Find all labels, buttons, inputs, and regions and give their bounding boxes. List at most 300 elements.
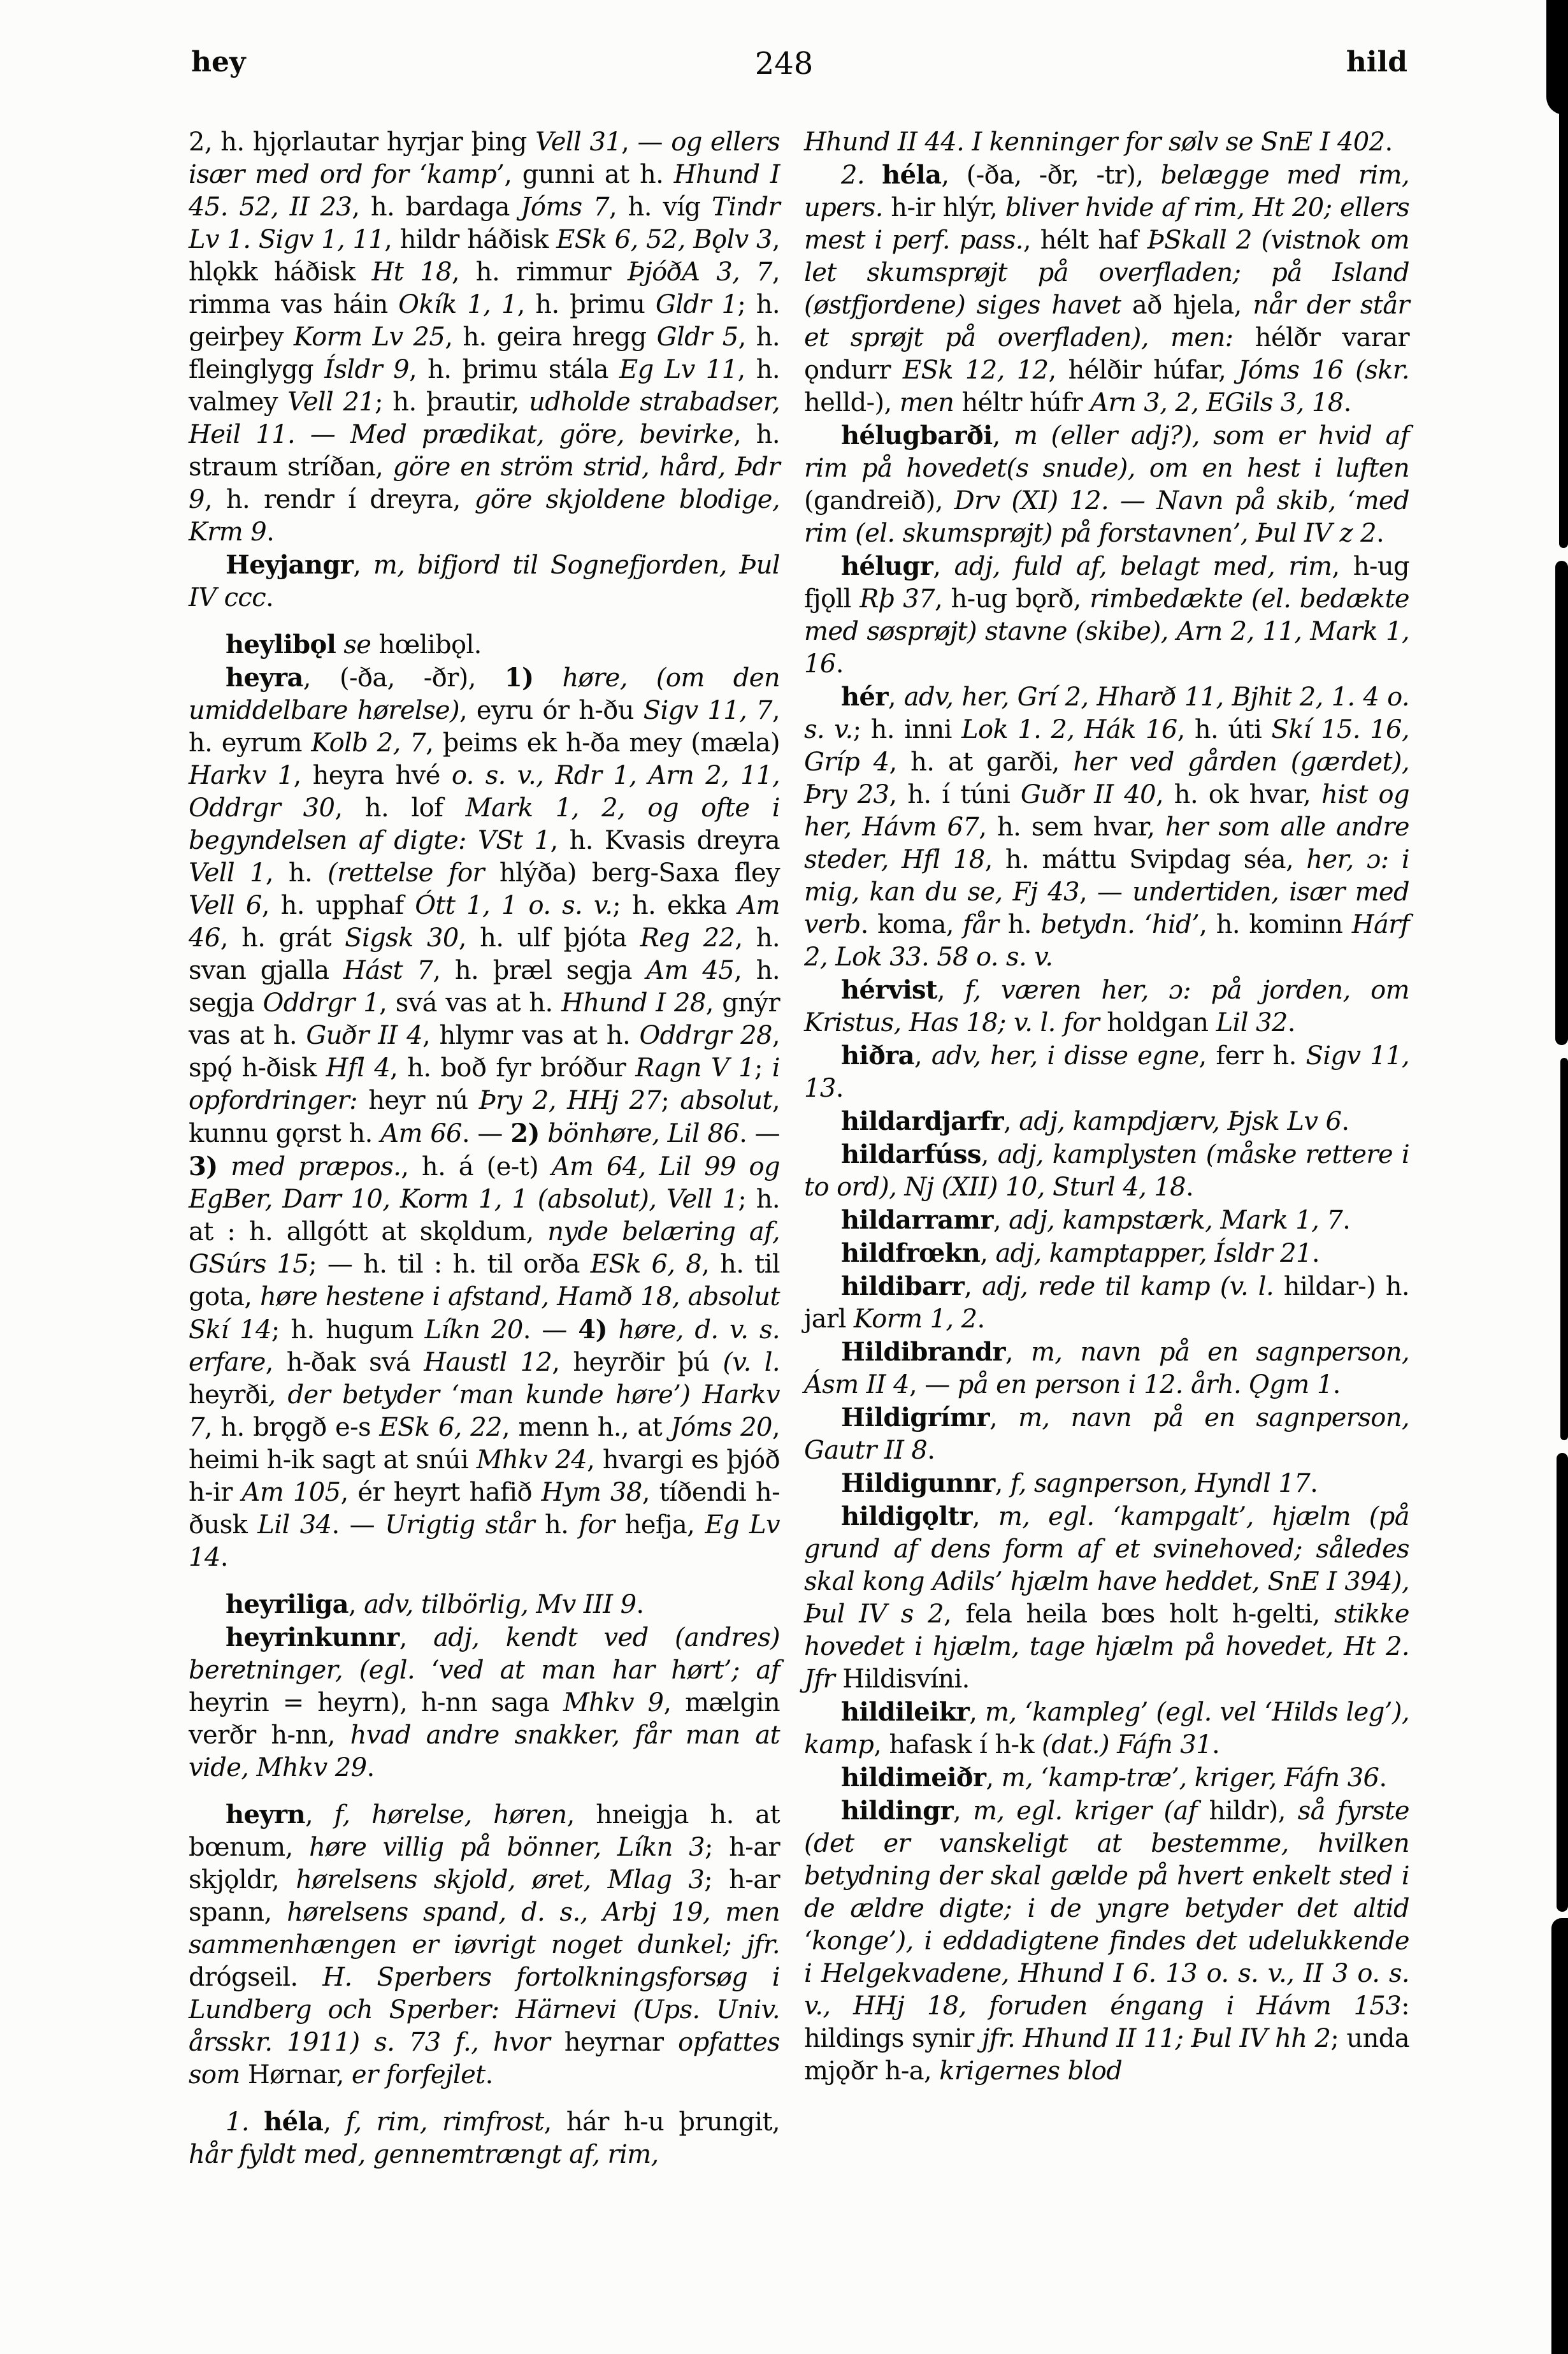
running-head-right: hild: [1346, 46, 1407, 78]
text-run: drógseil.: [189, 1963, 323, 1992]
entry-paragraph: [804, 1204, 1409, 1237]
text-run: H. Sperbers fortolkningsforsøg i Lundberg och Sperber: Härnevi (Ups. Univ. årsskr. 1911) s. 73 f., hvor: [189, 1963, 780, 2057]
entry-paragraph: [804, 1794, 1409, 2088]
text-run: helld-),: [804, 388, 900, 417]
text-run: Jóms 20: [670, 1413, 772, 1442]
entry-paragraph: [804, 1105, 1409, 1138]
text-run: holdgan: [1099, 1008, 1216, 1037]
text-run: , hafask í h-k: [874, 1730, 1042, 1759]
headword-or-sense-number: heylibǫl: [226, 630, 336, 660]
text-run: o. s. v., Rdr 1, Arn 2, 11, Oddrgr 30: [189, 761, 780, 823]
continuation-paragraph: [804, 126, 1409, 159]
text-run: f, rim, rimfrost: [345, 2107, 544, 2137]
text-run: . koma,: [860, 910, 963, 939]
text-run: , h. í túni: [889, 780, 1021, 809]
entry-paragraph: [189, 549, 780, 614]
text-run: ,: [323, 2107, 346, 2137]
text-run: Korm Lv 25: [293, 322, 445, 352]
text-run: ,: [980, 1239, 996, 1268]
text-run: ; h. hugum: [271, 1315, 425, 1345]
text-run: , h. sem hvar,: [979, 812, 1165, 842]
text-run: , hár h-u þrungit,: [543, 2107, 780, 2137]
text-run: .: [1332, 1370, 1341, 1399]
text-run: , heyra hvé: [293, 761, 452, 790]
text-run: , eyru ór h-ðu: [459, 696, 644, 725]
running-head-left: hey: [191, 46, 246, 78]
text-run: Guðr II 40: [1020, 780, 1156, 809]
text-run: , h. þrimu: [517, 290, 656, 319]
text-run: [533, 663, 562, 693]
text-run: høre, (om den umiddelbare hørelse): [189, 663, 780, 725]
text-run: , h-ug bǫrð,: [934, 584, 1090, 614]
text-run: Hørnar,: [240, 2060, 352, 2090]
text-run: Gldr 5: [656, 322, 738, 352]
text-run: Vell 1: [189, 858, 266, 888]
scan-edge-artifact: [1546, 0, 1568, 115]
text-run: hvad andre snakker, får man at vide, Mhkv 29: [189, 1721, 780, 1782]
text-run: , gnýr vas at h.: [189, 988, 780, 1050]
text-run: Oddrgr 1: [263, 988, 380, 1018]
text-run: Ótt 1, 1 o. s. v.: [415, 891, 613, 920]
text-run: høre, d. v. s. erfare: [189, 1315, 780, 1377]
text-run: Am 46: [189, 891, 780, 953]
text-run: Harkv 7: [189, 1380, 780, 1442]
text-run: , hlymr vas at h.: [422, 1021, 640, 1050]
text-run: adj, kamptapper, Ísldr 21: [995, 1239, 1312, 1268]
text-run: Hhund I 45. 52, II 23: [189, 160, 780, 222]
text-run: hélðr varar ǫndurr: [804, 323, 1409, 385]
headword-or-sense-number: hildigǫltr: [841, 1501, 973, 1531]
text-run: , h. máttu Svipdag séa,: [984, 845, 1307, 874]
text-run: Ht 18: [371, 257, 452, 287]
text-run: ESk 6, 22: [379, 1413, 502, 1442]
entry-paragraph: [804, 1401, 1409, 1467]
text-run: , h. geira hregg: [445, 322, 657, 352]
text-run: ,: [888, 682, 904, 712]
text-run: ,: [399, 1623, 434, 1652]
scan-edge-artifact: [1560, 1058, 1568, 1440]
text-run: , h. lof: [334, 793, 466, 823]
text-run: når der står et sprøjt på overfladen), men:: [804, 291, 1409, 352]
text-run: Am 45: [646, 956, 735, 985]
text-run: . —: [331, 1510, 385, 1540]
text-run: ,: [305, 1800, 334, 1830]
text-run: Am 105: [241, 1478, 341, 1507]
text-run: Jóms 16 (skr.: [1238, 356, 1409, 385]
headword-or-sense-number: hélugr: [841, 551, 933, 581]
text-run: , h. ok hvar,: [1155, 780, 1322, 809]
text-run: Vell 21: [287, 387, 375, 417]
text-run: Hildisvíni.: [835, 1664, 970, 1694]
text-run: Korm 1, 2: [853, 1304, 977, 1334]
entry-paragraph: [804, 1039, 1409, 1105]
text-run: ; h. at : h. allgótt at skǫldum,: [189, 1185, 780, 1246]
text-run: for: [579, 1510, 615, 1540]
text-run: , fela heila bœs holt h-gelti,: [944, 1599, 1335, 1629]
text-run: f, væren her, ɔ: på jorden, om Kristus, Has 18; v. l. for: [804, 976, 1409, 1037]
text-run: , gunni at h.: [504, 160, 674, 189]
text-run: ESk 12, 12: [902, 356, 1049, 385]
text-run: Sigsk 30: [345, 923, 459, 953]
text-run: , h. ulf þjóta: [458, 923, 640, 953]
text-run: .: [1385, 127, 1393, 157]
text-run: , h. svan gjalla: [189, 923, 780, 985]
text-run: .: [485, 2060, 493, 2090]
text-run: .: [1342, 1206, 1351, 1235]
text-run: .: [266, 583, 274, 612]
text-run: Harkv 1: [189, 761, 294, 790]
text-run: , h. segja: [189, 956, 780, 1018]
text-run: , h. Kvasis dreyra: [550, 826, 780, 855]
text-run: opfattes som: [189, 2028, 780, 2090]
text-run: , h. rendr í dreyra,: [204, 485, 475, 514]
text-run: adv, her, i disse egne: [931, 1041, 1199, 1071]
text-run: , h. straum stríðan,: [189, 420, 780, 482]
text-run: Oddrgr 28: [639, 1021, 772, 1050]
text-run: m, navn på en sagnperson, Gautr II 8: [804, 1403, 1410, 1465]
text-run: ,: [992, 421, 1014, 451]
text-run: så fyrste (det er vanskeligt at bestemme, hvilken betydning der skal gælde på hvert enkelt sted i de ældre digte; i de yngre betyder det altid ‘konge’), i eddadigtene findes det udelukkende i Helgekvadene, Hhund I 6. 13 o. s. v., II 3 o. s. v., HHj 18, foruden éngang i Hávm 153: [804, 1796, 1409, 2021]
text-run: , —: [1079, 877, 1133, 907]
text-run: , h. eyrum: [189, 696, 780, 758]
entry-paragraph: [804, 974, 1409, 1039]
headword-or-sense-number: hildardjarfr: [841, 1106, 1003, 1136]
text-column-left: [189, 126, 780, 2171]
text-run: ;: [754, 1053, 772, 1083]
text-column-right: [804, 126, 1409, 2088]
text-run: Hfl 4: [326, 1053, 391, 1083]
text-run: .: [220, 1543, 228, 1572]
text-run: (v. l.: [723, 1348, 780, 1377]
text-run: .: [1343, 388, 1351, 417]
text-run: .: [977, 1304, 985, 1334]
text-run: men: [899, 388, 954, 417]
entry-paragraph: [189, 1621, 780, 1784]
text-run: .: [1287, 1008, 1295, 1037]
text-run: Tindr Lv 1. Sigv 1, 11: [189, 192, 780, 254]
text-run: på en person i 12. årh. Ǫgm 1: [957, 1370, 1333, 1399]
text-run: m, egl. ‘kampgalt’, hjælm (på grund af dens form af et svinehoved; således skal kong Adils’ hjælm have heddet, SnE I 394), Þul IV s 2: [804, 1502, 1409, 1629]
text-run: udholde strabadser, Heil 11. — Med prædikat, göre, bevirke: [189, 387, 780, 449]
text-run: Skí 15. 16, Gríp 4: [804, 715, 1409, 777]
headword-or-sense-number: 2): [510, 1118, 540, 1148]
text-run: Hhund II 44. I kenninger for sølv se SnE I 402: [804, 127, 1385, 157]
text-run: med præpos.: [231, 1152, 401, 1181]
text-run: [607, 1315, 619, 1345]
text-run: adj, kampstærk, Mark 1, 7: [1009, 1206, 1343, 1235]
text-run: [218, 1152, 231, 1181]
text-run: Líkn 20: [424, 1315, 523, 1345]
text-run: að hjela,: [1121, 291, 1253, 320]
text-run: héltr húfr: [954, 388, 1091, 417]
text-run: , h. úti: [1177, 715, 1272, 744]
text-run: Hym 38: [541, 1478, 642, 1507]
headword-or-sense-number: 3): [189, 1152, 218, 1181]
text-run: betydn. ‘hid’: [1040, 910, 1200, 939]
text-run: ÞSkall 2 (vistnok om let skumsprøjt på overfladen; på Island (østfjordene) siges havet: [804, 226, 1409, 320]
text-run: , spǫ́ h-ðisk: [189, 1021, 780, 1083]
text-run: hlýða) berg-Saxa fley: [484, 858, 780, 888]
text-run: ; h-ar skjǫldr,: [189, 1833, 780, 1895]
text-run: , tíðendi h-ðusk: [189, 1478, 780, 1540]
text-run: [690, 1380, 702, 1410]
text-run: ÞjóðA 3, 7: [627, 257, 772, 287]
text-run: her, ɔ: i mig, kan du se, Fj 43: [804, 845, 1410, 907]
text-run: , h. fleinglygg: [189, 322, 780, 384]
text-run: ESk 6, 52, Bǫlv 3: [556, 225, 772, 254]
text-run: her ved gården (gærdet), Þry 23: [804, 747, 1410, 809]
text-run: Kolb 2, 7: [311, 728, 426, 758]
text-run: , h. grát: [220, 923, 345, 953]
text-run: ,: [348, 1590, 364, 1619]
text-run: stikke hovedet i hjælm, tage hjælm på hovedet, Ht 2. Jfr: [804, 1599, 1409, 1694]
text-run: 2, h. hjǫrlautar hyrjar þing: [189, 127, 536, 157]
text-run: . —: [522, 1315, 579, 1345]
text-run: hildr),: [1197, 1796, 1298, 1826]
text-run: Hárf 2, Lok 33. 58 o. s. v.: [804, 910, 1409, 972]
text-run: ; h. inni: [852, 715, 961, 744]
headword-or-sense-number: Heyjangr: [226, 550, 354, 580]
text-run: ,: [937, 976, 965, 1005]
text-run: (dat.) Fáfn 31: [1042, 1730, 1212, 1759]
text-run: .: [927, 1436, 935, 1465]
text-run: ,: [1003, 1107, 1019, 1136]
entry-paragraph: [804, 1500, 1409, 1696]
entry-paragraph: [804, 1696, 1409, 1761]
text-run: Guðr II 4: [306, 1021, 422, 1050]
text-run: heyrði: [189, 1380, 268, 1410]
text-run: .: [1379, 1763, 1387, 1793]
text-run: høre hestene i afstand, Hamð 18, absolut Skí 14: [189, 1282, 780, 1345]
headword-or-sense-number: héla: [882, 160, 942, 190]
headword-or-sense-number: heyrinkunnr: [226, 1622, 399, 1652]
entry-paragraph: [804, 419, 1409, 550]
text-run: Arn 3, 2, EGils 3, 18: [1090, 388, 1344, 417]
text-run: Lok 1. 2, Hák 16: [961, 715, 1177, 744]
text-run: ,: [1005, 1338, 1031, 1367]
entry-paragraph: [804, 550, 1409, 681]
text-run: , þeims ek h-ða mey (mæla): [426, 728, 780, 758]
headword-or-sense-number: héla: [264, 2107, 324, 2137]
text-run: ,: [914, 1041, 931, 1071]
entry-paragraph: [189, 661, 780, 1574]
entry-paragraph: [804, 1761, 1409, 1794]
headword-or-sense-number: 1): [504, 663, 534, 693]
entry-paragraph: [804, 159, 1409, 419]
text-run: Eg Lv 11: [619, 355, 738, 384]
scan-edge-artifact: [1557, 1453, 1568, 1912]
text-run: rimbedækte (el. bedækte med søsprøjt) stavne (skibe), Arn 2, 11, Mark 1, 16: [804, 584, 1409, 679]
text-run: , h. þrimu stála: [408, 355, 620, 384]
text-run: bönhøre, Lil 86: [547, 1119, 740, 1148]
text-run: Reg 22: [640, 923, 735, 953]
entry-paragraph: [189, 1798, 780, 2091]
text-run: jfr. Hhund II 11; Þul IV hh 2: [981, 2024, 1331, 2053]
text-run: , heimi h-ik sagt at snúi: [189, 1413, 780, 1475]
headword-or-sense-number: heyriliga: [226, 1589, 349, 1619]
text-run: Am 64, Lil 99 og EgBer, Darr 10, Korm 1, 1 (absolut), Vell 1: [189, 1152, 780, 1214]
text-run: , —: [909, 1370, 958, 1399]
headword-or-sense-number: hildingr: [841, 1796, 953, 1826]
text-run: , h. upphaf: [261, 891, 415, 920]
text-run: Vell 31: [535, 127, 622, 157]
headword-or-sense-number: heyrn: [226, 1800, 305, 1830]
text-run: , h. til gota,: [189, 1250, 780, 1311]
text-run: hår fyldt med, gennemtrængt af, rim,: [189, 2140, 659, 2169]
text-run: .: [1341, 1107, 1349, 1136]
text-run: , mælgin verðr h-nn,: [189, 1688, 780, 1750]
text-run: bliver hvide af rim, Ht 20; ellers mest i perf. pass.: [804, 193, 1409, 255]
text-run: m (eller adj?), som er hvid af rim på hovedet(s snude), om en hest i luften: [804, 421, 1409, 483]
text-run: se: [343, 630, 371, 660]
text-run: .: [835, 1074, 844, 1103]
text-run: , h. boð fyr bróður: [390, 1053, 636, 1083]
text-run: ,: [981, 1140, 998, 1169]
text-run: , hildr háðisk: [384, 225, 557, 254]
entry-paragraph: [804, 681, 1409, 974]
entry-paragraph: [189, 1588, 780, 1621]
text-run: h.: [998, 910, 1041, 939]
text-run: Rþ 37: [860, 584, 935, 614]
text-run: , der betyder ‘man kunde høre’): [268, 1380, 691, 1410]
text-run: Vell 6: [189, 891, 262, 920]
text-run: , h. brǫgð e-s: [204, 1413, 380, 1442]
text-run: , h. valmey: [189, 355, 780, 417]
text-run: Drv (XI) 12. — Navn på skib, ‘med rim (el. skumsprøjt) på forstavnen’, Þul IV z 2: [804, 486, 1409, 548]
text-run: Okík 1, 1: [398, 290, 517, 319]
text-run: , ferr h.: [1198, 1041, 1306, 1071]
text-run: , (-ða, -ðr, -tr),: [941, 161, 1161, 190]
entry-paragraph: [804, 1237, 1409, 1270]
headword-or-sense-number: hiðra: [841, 1041, 914, 1071]
text-run: absolut: [680, 1086, 772, 1115]
text-run: Haustl 12: [424, 1348, 552, 1377]
text-run: .: [1311, 1239, 1320, 1268]
text-run: Gldr 1: [655, 290, 738, 319]
text-run: ;: [661, 1086, 680, 1115]
text-run: 1.: [226, 2107, 264, 2137]
text-run: , hélt haf: [1023, 226, 1147, 255]
text-run: , (-ða, -ðr),: [303, 663, 505, 693]
text-run: , h. bardaga: [352, 192, 521, 222]
text-run: ,: [953, 1796, 973, 1826]
text-run: h.: [534, 1510, 579, 1540]
text-run: ,: [933, 552, 954, 581]
text-run: ; h-ar spann,: [189, 1865, 780, 1927]
text-run: Lil 34: [257, 1510, 332, 1540]
text-run: adj, fuld af, belagt med, rim: [954, 552, 1332, 581]
headword-or-sense-number: Hildibrandr: [841, 1337, 1005, 1367]
text-run: ; h. þrautir,: [375, 387, 529, 417]
text-run: ,: [969, 1698, 985, 1727]
text-run: , h. rimmur: [451, 257, 628, 287]
text-run: adj, kampdjærv, Þjsk Lv 6: [1019, 1107, 1342, 1136]
scan-edge-artifact: [1551, 1918, 1568, 2354]
text-run: Mhkv 9: [563, 1688, 664, 1717]
text-run: f, hørelse, høren: [334, 1800, 567, 1830]
text-run: belægge med rim, upers.: [804, 161, 1409, 222]
text-run: Eg Lv 14: [189, 1510, 780, 1572]
text-run: krigernes blod: [939, 2056, 1123, 2086]
text-run: , heyrðir þú: [552, 1348, 723, 1377]
text-run: .: [835, 649, 844, 679]
text-run: .: [1212, 1730, 1220, 1759]
text-run: : hildings synir: [804, 1991, 1409, 2053]
text-run: , h-ðak svá: [265, 1348, 424, 1377]
text-run: , kunnu gǫrst h.: [189, 1086, 780, 1148]
continuation-paragraph: [189, 126, 780, 549]
text-run: er forfejlet: [351, 2060, 486, 2090]
text-run: m, ‘kampleg’ (egl. vel ‘Hilds leg’), kamp: [804, 1698, 1409, 1759]
text-run: m, ‘kamp-træ’, kriger, Fáfn 36: [1001, 1763, 1379, 1793]
text-run: Hást 7: [343, 956, 433, 985]
text-run: Ísldr 9: [324, 355, 409, 384]
text-run: , h. at garði,: [889, 747, 1074, 777]
text-run: her som alle andre steder, Hfl 18: [804, 812, 1409, 874]
text-run: ,: [986, 1763, 1002, 1793]
text-run: får: [963, 910, 999, 939]
text-run: heyrin = heyrn), h-nn saga: [189, 1688, 563, 1717]
text-run: , h. þræl segja: [433, 956, 647, 985]
headword-or-sense-number: hildileikr: [841, 1697, 970, 1727]
text-run: heyr nú: [357, 1086, 479, 1115]
text-run: , menn h., at: [501, 1413, 671, 1442]
headword-or-sense-number: hildarramr: [841, 1205, 993, 1235]
text-run: Urigtig står: [385, 1510, 535, 1540]
text-run: h-ir hlýr,: [882, 193, 1005, 222]
text-run: ; h. geirþey: [189, 290, 780, 352]
headword-or-sense-number: Hildigunnr: [841, 1468, 995, 1498]
text-run: 2.: [841, 161, 882, 190]
text-run: , svá vas at h.: [379, 988, 562, 1018]
page-number: 248: [754, 46, 814, 82]
text-run: .: [366, 1753, 375, 1782]
headword-or-sense-number: hildfrœkn: [841, 1238, 981, 1268]
headword-or-sense-number: hildimeiðr: [841, 1763, 986, 1793]
page-header: [0, 46, 1568, 90]
text-run: undertiden, især med verb: [804, 877, 1409, 939]
headword-or-sense-number: 4): [578, 1315, 607, 1345]
text-run: , hlǫkk háðisk: [189, 225, 780, 287]
text-run: (rettelse for: [327, 858, 484, 888]
text-run: Þry 2, HHj 27: [478, 1086, 661, 1115]
text-run: , —: [621, 127, 672, 157]
text-run: hørelsens skjold, øret, Mlag 3: [296, 1865, 705, 1895]
text-run: , h. kominn: [1199, 910, 1352, 939]
headword-or-sense-number: Hildigrímr: [841, 1403, 989, 1433]
text-run: Sigv 11, 7: [643, 696, 772, 725]
text-run: Hhund I 28: [561, 988, 706, 1018]
entry-paragraph: [189, 628, 780, 661]
text-run: Mark 1, 2, og ofte i begyndelsen af digte: VSt 1: [189, 793, 780, 855]
text-run: og ellers især med ord for ‘kamp’: [189, 127, 780, 189]
text-run: göre en ström strid, hård, Þdr 9: [189, 452, 780, 514]
text-run: .: [636, 1590, 644, 1619]
text-run: adv, tilbörlig, Mv III 9: [364, 1590, 637, 1619]
text-run: ,: [989, 1403, 1019, 1433]
text-run: adj, rede til kamp (v. l.: [982, 1272, 1274, 1301]
text-run: hefja,: [614, 1510, 705, 1540]
text-run: Mhkv 24: [476, 1445, 587, 1475]
text-run: ; — h. til : h. til orða: [308, 1250, 591, 1279]
text-run: , h-ug fjǫll: [804, 552, 1409, 614]
text-run: , hneigja h. at bœnum,: [189, 1800, 780, 1862]
scan-edge-artifact: [1555, 561, 1568, 1045]
text-run: , h.: [265, 858, 328, 888]
text-run: Lil 32: [1216, 1008, 1288, 1037]
headword-or-sense-number: hildarfúss: [841, 1139, 981, 1169]
entry-paragraph: [804, 1467, 1409, 1500]
